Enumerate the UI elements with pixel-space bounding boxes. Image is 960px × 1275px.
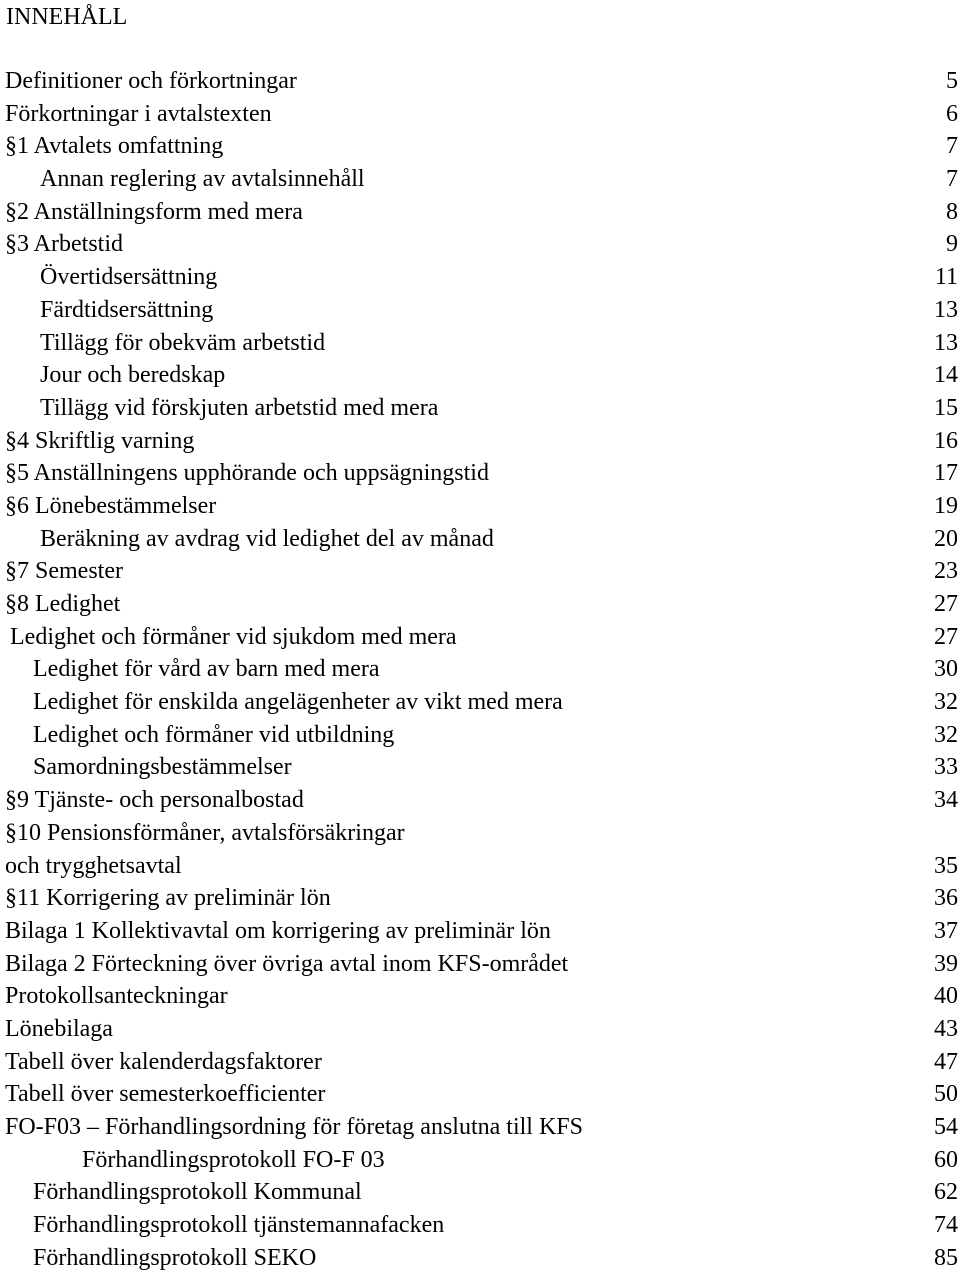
toc-row[interactable] <box>0 458 960 491</box>
toc-row[interactable] <box>0 164 960 197</box>
toc-page-number: 27 <box>934 591 958 617</box>
toc-heading: INNEHÅLL <box>6 4 128 30</box>
toc-entry-label: Tillägg vid förskjuten arbetstid med mera <box>40 394 439 421</box>
toc-page-number: 50 <box>934 1081 958 1108</box>
table-of-contents <box>0 66 960 1275</box>
toc-row[interactable] <box>0 785 960 818</box>
toc-row[interactable] <box>0 981 960 1014</box>
toc-page-number: 62 <box>934 1179 958 1206</box>
toc-page-number: 39 <box>934 950 958 977</box>
toc-page-number: 32 <box>934 689 958 716</box>
toc-page-number: 16 <box>934 427 958 454</box>
toc-entry-label: och trygghetsavtal <box>5 852 182 879</box>
toc-entry-label: Övertidsersättning <box>40 264 218 291</box>
toc-page-number: 33 <box>934 754 958 781</box>
toc-entry-label: §10 Pensionsförmåner, avtalsförsäkringar <box>5 819 405 846</box>
toc-entry-label: Definitioner och förkortningar <box>5 68 297 94</box>
toc-entry-label: Beräkning av avdrag vid ledighet del av månad <box>40 525 494 552</box>
toc-row[interactable] <box>0 393 960 426</box>
toc-entry-label: Färdtidsersättning <box>40 296 214 323</box>
toc-row[interactable] <box>0 851 960 884</box>
toc-row[interactable] <box>0 556 960 589</box>
toc-page-number: 9 <box>946 231 958 258</box>
toc-page-number: 54 <box>934 1114 958 1140</box>
toc-page-number: 13 <box>934 329 958 356</box>
toc-page-number: 8 <box>946 198 958 225</box>
toc-row[interactable] <box>0 752 960 785</box>
toc-entry-label: §8 Ledighet <box>5 591 121 617</box>
toc-entry-label: Ledighet för vård av barn med mera <box>33 656 380 683</box>
toc-row[interactable] <box>0 949 960 982</box>
toc-page-number: 7 <box>946 133 958 160</box>
toc-row[interactable] <box>0 1177 960 1210</box>
toc-entry-label: Annan reglering av avtalsinnehåll <box>40 166 365 193</box>
toc-page-number: 7 <box>946 166 958 193</box>
toc-entry-label: Ledighet och förmåner vid utbildning <box>33 721 395 748</box>
toc-page-number: 85 <box>934 1244 958 1271</box>
toc-entry-label: §2 Anställningsform med mera <box>5 198 303 225</box>
toc-entry-label: Förhandlingsprotokoll Kommunal <box>33 1179 362 1206</box>
toc-entry-label: Bilaga 1 Kollektivavtal om korrigering av preliminär lön <box>5 917 551 944</box>
toc-row[interactable] <box>0 818 960 851</box>
toc-row[interactable] <box>0 1112 960 1145</box>
toc-page-number: 15 <box>934 394 958 421</box>
toc-entry-label: FO-F03 – Förhandlingsordning för företag anslutna till KFS <box>5 1114 583 1140</box>
toc-row[interactable] <box>0 491 960 524</box>
toc-entry-label: Förhandlingsprotokoll FO-F 03 <box>82 1146 385 1173</box>
toc-row[interactable] <box>0 1014 960 1047</box>
toc-row[interactable] <box>0 1079 960 1112</box>
toc-row[interactable] <box>0 916 960 949</box>
toc-page-number: 14 <box>934 362 958 389</box>
toc-page-number: 43 <box>934 1015 958 1042</box>
toc-entry-label: Protokollsanteckningar <box>5 983 228 1010</box>
toc-page-number: 13 <box>934 296 958 323</box>
toc-entry-label: Lönebilaga <box>5 1015 113 1042</box>
toc-entry-label: §4 Skriftlig varning <box>5 427 195 454</box>
toc-entry-label: Ledighet för enskilda angelägenheter av vikt med mera <box>33 689 563 716</box>
toc-row[interactable] <box>0 1243 960 1275</box>
toc-entry-label: §9 Tjänste- och personalbostad <box>5 787 304 814</box>
toc-entry-label: §6 Lönebestämmelser <box>5 492 217 519</box>
toc-entry-label: Tabell över semesterkoefficienter <box>5 1081 326 1108</box>
toc-page-number: 40 <box>934 983 958 1010</box>
toc-entry-label: Samordningsbestämmelser <box>33 754 292 781</box>
toc-entry-label: §3 Arbetstid <box>5 231 123 258</box>
toc-row[interactable] <box>0 197 960 230</box>
toc-page-number: 60 <box>934 1146 958 1173</box>
toc-row[interactable] <box>0 360 960 393</box>
toc-entry-label: Förhandlingsprotokoll SEKO <box>33 1244 317 1271</box>
toc-row[interactable] <box>0 66 960 99</box>
toc-page-number: 74 <box>934 1212 958 1239</box>
toc-page-number: 30 <box>934 656 958 683</box>
toc-row[interactable] <box>0 262 960 295</box>
toc-row[interactable] <box>0 622 960 655</box>
toc-page-number: 34 <box>934 787 958 814</box>
toc-row[interactable] <box>0 720 960 753</box>
toc-row[interactable] <box>0 589 960 622</box>
toc-page-number: 20 <box>934 525 958 552</box>
toc-row[interactable] <box>0 1210 960 1243</box>
toc-page-number: 37 <box>934 917 958 944</box>
toc-page-number: 19 <box>934 492 958 519</box>
toc-entry-label: Bilaga 2 Förteckning över övriga avtal inom KFS-området <box>5 950 569 977</box>
toc-entry-label: §7 Semester <box>5 558 123 585</box>
toc-row[interactable] <box>0 295 960 328</box>
toc-page-number: 6 <box>946 100 958 127</box>
toc-entry-label: Tabell över kalenderdagsfaktorer <box>5 1048 322 1075</box>
toc-entry-label: Tillägg för obekväm arbetstid <box>40 329 326 356</box>
toc-page-number: 36 <box>934 885 958 912</box>
toc-row[interactable] <box>0 524 960 557</box>
toc-row[interactable] <box>0 426 960 459</box>
toc-row[interactable] <box>0 229 960 262</box>
toc-page-number: 17 <box>934 460 958 487</box>
toc-page-number: 11 <box>934 264 958 291</box>
toc-entry-label: §5 Anställningens upphörande och uppsägningstid <box>5 460 489 487</box>
toc-page-number: 35 <box>934 852 958 879</box>
toc-entry-label: Förhandlingsprotokoll tjänstemannafacken <box>33 1212 445 1239</box>
toc-row[interactable] <box>0 654 960 687</box>
toc-page-number: 5 <box>946 68 958 94</box>
toc-entry-label: §1 Avtalets omfattning <box>5 133 224 160</box>
toc-entry-label: §11 Korrigering av preliminär lön <box>5 885 331 912</box>
toc-entry-label: Jour och beredskap <box>40 362 226 389</box>
toc-row[interactable] <box>0 131 960 164</box>
toc-entry-label: Förkortningar i avtalstexten <box>5 100 272 127</box>
toc-row[interactable] <box>0 1145 960 1178</box>
toc-page-number: 32 <box>934 721 958 748</box>
toc-row[interactable] <box>0 99 960 132</box>
toc-row[interactable] <box>0 328 960 361</box>
toc-page-number: 47 <box>934 1048 958 1075</box>
toc-row[interactable] <box>0 883 960 916</box>
toc-page-number: 27 <box>934 623 958 650</box>
toc-page-number: 23 <box>934 558 958 585</box>
toc-row[interactable] <box>0 687 960 720</box>
toc-entry-label: Ledighet och förmåner vid sjukdom med mera <box>10 623 457 650</box>
toc-row[interactable] <box>0 1047 960 1080</box>
